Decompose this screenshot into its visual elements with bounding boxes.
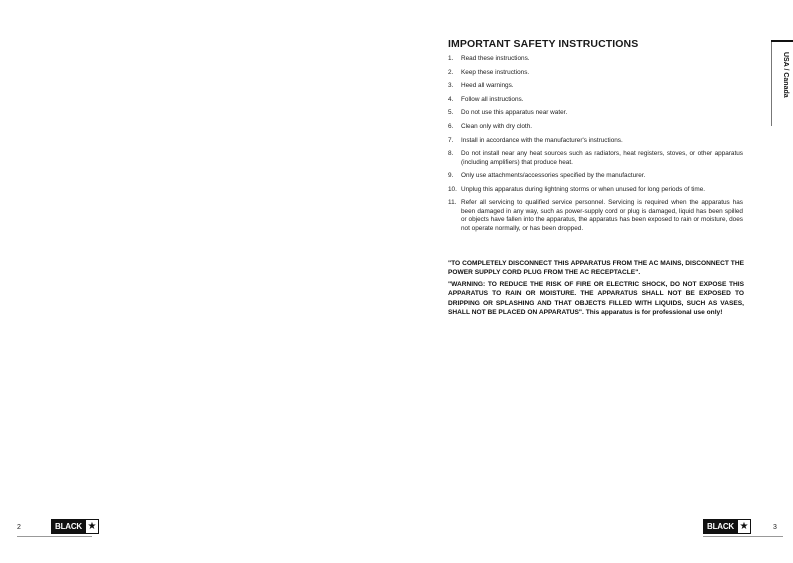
logo-wordmark: BLACK: [55, 522, 82, 531]
fire-warning-block: [448, 280, 744, 317]
professional-use-note: This apparatus is for professional use only!: [585, 308, 723, 316]
star-icon: ★: [85, 520, 98, 533]
instruction-number: 8.: [448, 150, 454, 158]
instruction-text: Do not install near any heat sources such as radiators, heat registers, stoves, or other apparatus (including amplifiers) that produce heat.: [461, 150, 743, 166]
instruction-number: 1.: [448, 55, 454, 62]
page-number-left: 2: [17, 524, 21, 531]
fire-warning: "WARNING: TO REDUCE THE RISK OF FIRE OR ELECTRIC SHOCK, DO NOT EXPOSE THIS APPARATUS TO RAIN OR MOISTURE. THE APPARATUS SHALL NOT BE EXPOSED TO DRIPPING OR SPLASHING AND THAT OBJECTS FILLED WITH LIQUIDS, SUCH AS VASES, SHALL NOT BE PLACED ON APPARATUS".: [448, 281, 744, 316]
instruction-number: 9.: [448, 172, 454, 180]
instruction-text: Only use attachments/accessories specified by the manufacturer.: [461, 172, 646, 180]
logo-wordmark: BLACK: [707, 522, 734, 531]
instruction-list: [448, 55, 743, 238]
star-icon: ★: [737, 520, 750, 533]
instruction-number: 11.: [448, 199, 457, 207]
instruction-text: Do not use this apparatus near water.: [461, 109, 568, 117]
instruction-item: [448, 199, 743, 233]
instruction-number: 6.: [448, 122, 454, 130]
instruction-text: Heed all warnings.: [461, 82, 514, 90]
instruction-item: [448, 137, 743, 145]
section-title: IMPORTANT SAFETY INSTRUCTIONS: [448, 38, 639, 50]
instruction-item: [448, 55, 743, 63]
footer-rule-right: [703, 536, 783, 537]
side-tab-bar: [771, 40, 793, 42]
instruction-number: 3.: [448, 82, 454, 90]
instruction-item: [448, 82, 743, 90]
instruction-number: 5.: [448, 109, 454, 117]
instruction-text: Install in accordance with the manufacturer's instructions.: [461, 136, 623, 144]
instruction-item: [448, 109, 743, 117]
disconnect-warning: "TO COMPLETELY DISCONNECT THIS APPARATUS FROM THE AC MAINS, DISCONNECT THE POWER SUPPLY CORD PLUG FROM THE AC RECEPTACLE".: [448, 260, 744, 277]
instruction-text: Follow all instructions.: [461, 95, 524, 103]
instruction-number: 4.: [448, 95, 454, 103]
instruction-item: [448, 96, 743, 104]
instruction-item: [448, 69, 743, 77]
page-number-right: 3: [773, 524, 777, 531]
instruction-item: [448, 172, 743, 180]
brand-logo-left: [51, 519, 99, 534]
side-tab-label: USA / Canada: [782, 52, 789, 98]
instruction-text: Read these instructions.: [461, 55, 530, 62]
region-side-tab: [771, 40, 793, 126]
instruction-item: [448, 150, 743, 167]
footer-rule-left: [17, 536, 92, 537]
instruction-number: 7.: [448, 136, 454, 144]
instruction-text: Clean only with dry cloth.: [461, 122, 533, 130]
brand-logo-right: [703, 519, 751, 534]
instruction-text: Keep these instructions.: [461, 68, 530, 76]
instruction-text: Unplug this apparatus during lightning storms or when unused for long periods of time.: [461, 185, 706, 193]
side-tab-rule: [771, 42, 772, 126]
instruction-number: 2.: [448, 68, 454, 76]
instruction-item: [448, 186, 743, 194]
instruction-number: 10.: [448, 185, 457, 193]
instruction-text: Refer all servicing to qualified service personnel. Servicing is required when the apparatus has been damaged in any way, such as power-supply cord or plug is damaged, liquid has been spilled or objects have fallen into the apparatus, the apparatus has been exposed to rain or moisture, does not operate normally, or has been dropped.: [461, 199, 743, 232]
instruction-item: [448, 123, 743, 131]
